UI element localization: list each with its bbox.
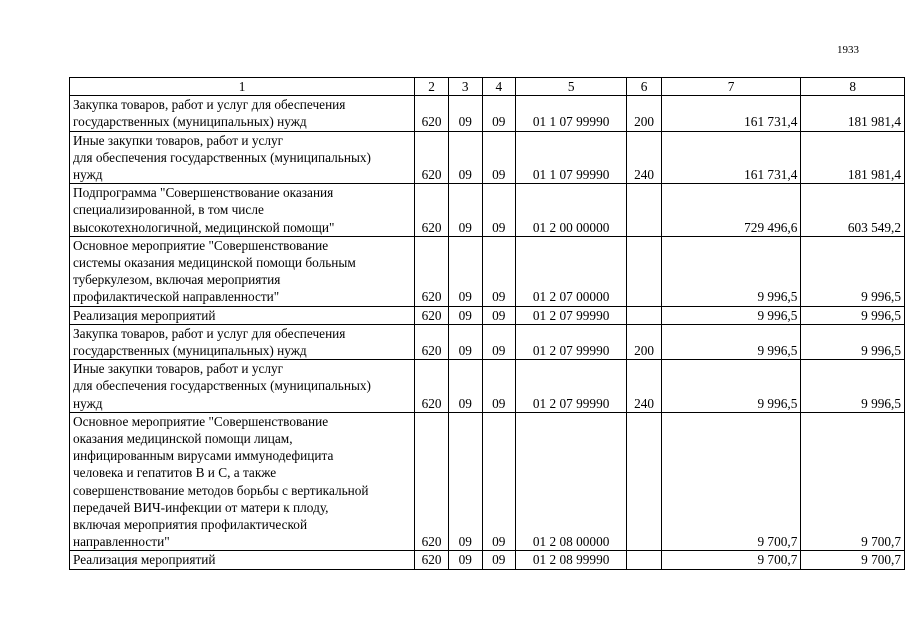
cell-amount-7: 9 996,5 xyxy=(661,324,800,359)
table-row xyxy=(70,324,905,359)
cell-target-article: 01 1 07 99990 xyxy=(516,96,627,131)
cell-amount-8: 9 996,5 xyxy=(801,360,905,413)
cell-target-article: 01 2 07 99990 xyxy=(516,360,627,413)
cell-section: 09 xyxy=(448,360,482,413)
cell-ministry-code: 620 xyxy=(415,324,449,359)
cell-amount-8: 9 996,5 xyxy=(801,324,905,359)
cell-subsection: 09 xyxy=(482,236,516,306)
cell-ministry-code: 620 xyxy=(415,236,449,306)
row-name: Основное мероприятие "Совершенствование системы оказания медицинской помощи больным туберкулезом, включая мероприятия профилактической направленности" xyxy=(70,236,415,306)
cell-subsection: 09 xyxy=(482,360,516,413)
cell-target-article: 01 2 00 00000 xyxy=(516,184,627,237)
cell-amount-7: 729 496,6 xyxy=(661,184,800,237)
cell-target-article: 01 2 07 99990 xyxy=(516,324,627,359)
cell-subsection: 09 xyxy=(482,96,516,131)
cell-expense-type: 240 xyxy=(627,360,662,413)
row-name: Закупка товаров, работ и услуг для обеспечения государственных (муниципальных) нужд xyxy=(70,324,415,359)
cell-expense-type xyxy=(627,412,662,551)
cell-amount-7: 9 996,5 xyxy=(661,236,800,306)
column-header: 4 xyxy=(482,78,516,96)
cell-ministry-code: 620 xyxy=(415,184,449,237)
cell-expense-type xyxy=(627,236,662,306)
cell-section: 09 xyxy=(448,96,482,131)
column-header: 5 xyxy=(516,78,627,96)
cell-amount-8: 181 981,4 xyxy=(801,131,905,184)
row-name: Иные закупки товаров, работ и услуг для обеспечения государственных (муниципальных) нужд xyxy=(70,131,415,184)
cell-expense-type xyxy=(627,184,662,237)
table-row xyxy=(70,306,905,324)
cell-subsection: 09 xyxy=(482,551,516,569)
cell-subsection: 09 xyxy=(482,131,516,184)
cell-ministry-code: 620 xyxy=(415,131,449,184)
cell-amount-8: 9 996,5 xyxy=(801,236,905,306)
column-header: 2 xyxy=(415,78,449,96)
cell-expense-type xyxy=(627,551,662,569)
table-row xyxy=(70,236,905,306)
cell-ministry-code: 620 xyxy=(415,412,449,551)
row-name: Закупка товаров, работ и услуг для обеспечения государственных (муниципальных) нужд xyxy=(70,96,415,131)
cell-section: 09 xyxy=(448,551,482,569)
cell-target-article: 01 2 07 99990 xyxy=(516,306,627,324)
cell-section: 09 xyxy=(448,184,482,237)
cell-amount-7: 161 731,4 xyxy=(661,96,800,131)
cell-expense-type: 200 xyxy=(627,96,662,131)
cell-amount-8: 181 981,4 xyxy=(801,96,905,131)
cell-amount-8: 9 700,7 xyxy=(801,551,905,569)
table-row xyxy=(70,412,905,551)
cell-section: 09 xyxy=(448,324,482,359)
cell-amount-7: 9 996,5 xyxy=(661,306,800,324)
cell-ministry-code: 620 xyxy=(415,360,449,413)
cell-section: 09 xyxy=(448,412,482,551)
column-header: 6 xyxy=(627,78,662,96)
cell-subsection: 09 xyxy=(482,306,516,324)
table-row xyxy=(70,96,905,131)
cell-amount-7: 9 996,5 xyxy=(661,360,800,413)
column-header: 3 xyxy=(448,78,482,96)
cell-subsection: 09 xyxy=(482,412,516,551)
table-row xyxy=(70,184,905,237)
cell-expense-type: 200 xyxy=(627,324,662,359)
row-name: Реализация мероприятий xyxy=(70,551,415,569)
cell-target-article: 01 1 07 99990 xyxy=(516,131,627,184)
column-header: 8 xyxy=(801,78,905,96)
cell-amount-7: 161 731,4 xyxy=(661,131,800,184)
cell-amount-7: 9 700,7 xyxy=(661,412,800,551)
cell-ministry-code: 620 xyxy=(415,96,449,131)
cell-amount-7: 9 700,7 xyxy=(661,551,800,569)
cell-ministry-code: 620 xyxy=(415,551,449,569)
cell-subsection: 09 xyxy=(482,324,516,359)
cell-expense-type: 240 xyxy=(627,131,662,184)
cell-target-article: 01 2 07 00000 xyxy=(516,236,627,306)
column-header: 7 xyxy=(661,78,800,96)
cell-ministry-code: 620 xyxy=(415,306,449,324)
cell-expense-type xyxy=(627,306,662,324)
row-name: Подпрограмма "Совершенствование оказания специализированной, в том числе высокотехнологичной, медицинской помощи" xyxy=(70,184,415,237)
cell-target-article: 01 2 08 00000 xyxy=(516,412,627,551)
cell-target-article: 01 2 08 99990 xyxy=(516,551,627,569)
cell-amount-8: 9 996,5 xyxy=(801,306,905,324)
cell-section: 09 xyxy=(448,131,482,184)
row-name: Иные закупки товаров, работ и услуг для обеспечения государственных (муниципальных) нужд xyxy=(70,360,415,413)
table-row xyxy=(70,360,905,413)
table-header-row xyxy=(70,78,905,96)
table-row xyxy=(70,551,905,569)
cell-section: 09 xyxy=(448,236,482,306)
row-name: Реализация мероприятий xyxy=(70,306,415,324)
cell-subsection: 09 xyxy=(482,184,516,237)
cell-section: 09 xyxy=(448,306,482,324)
row-name: Основное мероприятие "Совершенствование оказания медицинской помощи лицам, инфицированным вирусами иммунодефицита человека и гепатитов В и С, а также совершенствование методов борьбы с вертикальной передачей ВИЧ-инфекции от матери к плоду, включая мероприятия профилактической направленности" xyxy=(70,412,415,551)
page-number: 1933 xyxy=(837,44,859,56)
cell-amount-8: 603 549,2 xyxy=(801,184,905,237)
budget-table xyxy=(69,77,905,570)
column-header: 1 xyxy=(70,78,415,96)
table-row xyxy=(70,131,905,184)
cell-amount-8: 9 700,7 xyxy=(801,412,905,551)
